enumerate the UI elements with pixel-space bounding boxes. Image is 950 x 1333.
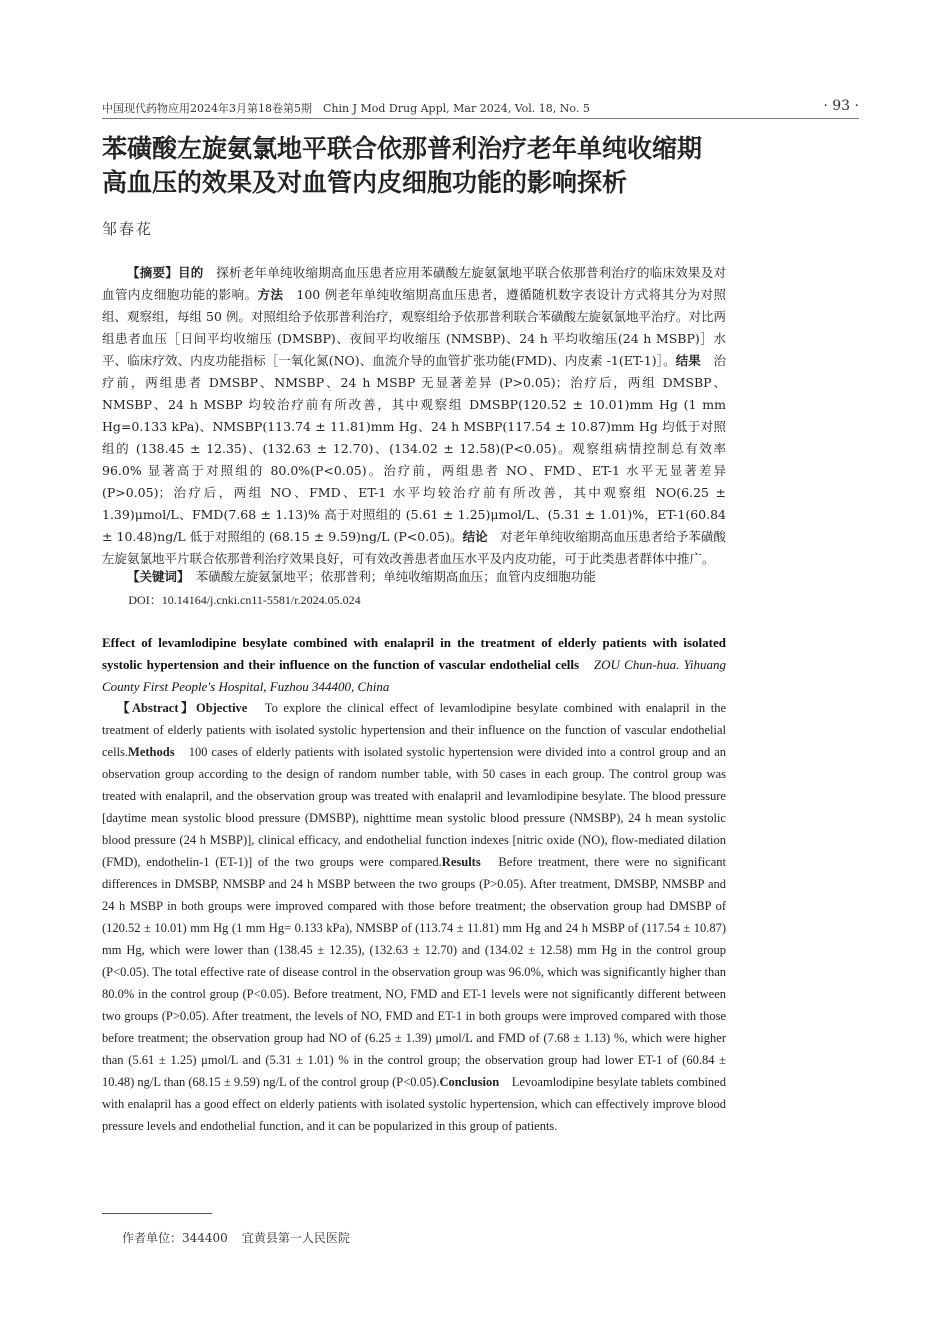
objective-en-label: Objective [195,701,248,715]
objective-label: 目的 [178,265,204,280]
conclusion-text: 对老年单纯收缩期高血压患者给予苯磺酸左旋氨氯地平片联合依那普利治疗效果良好，可有效改善患者血压水平及内皮功能，可于此类患者群体中推广。 [102,529,726,566]
conclusion-en-text: Levoamlodipine besylate tablets combined with enalapril has a good effect on elderly patients with isolated systolic hypertension, which can effectively improve blood pressure levels and endothelial function, and it can be popularized in this group of patients. [102,1075,726,1133]
objective-text: 探析老年单纯收缩期高血压患者应用苯磺酸左旋氨氯地平联合依那普利治疗的临床效果及对血管内皮细胞功能的影响。 [102,265,726,302]
conclusion-en-label: Conclusion [439,1075,500,1089]
abstract-label: 【摘要】 [127,265,178,280]
methods-label: 方法 [257,287,284,302]
abstract-english-paragraph [102,697,726,1137]
english-title-block [102,632,726,698]
keywords-label: 【关键词】 [127,569,184,584]
methods-en-label: Methods [128,745,175,759]
footnote-affiliation: 宜黄县第一人民医院 [241,1231,350,1245]
keywords-chinese [102,566,726,588]
conclusion-label: 结论 [462,529,488,544]
journal-citation: 中国现代药物应用2024年3月第18卷第5期 Chin J Mod Drug Appl, Mar 2024, Vol. 18, No. 5 [102,102,590,115]
methods-text: 100 例老年单纯收缩期高血压患者，遵循随机数字表设计方式将其分为对照组、观察组，每组 50 例。对照组给予依那普利治疗，观察组给予依那普利联合苯磺酸左旋氨氯地平治疗。对比两组患者血压［日间平均收缩压 (DMSBP)、夜间平均收缩压 (NMSBP)、24 h 平均收缩压(24 h MSBP)］水平、临床疗效、内皮功能指标［一氧化氮(NO)、血流介导的血管扩张功能(FMD)、内皮素 -1(ET-1)］。 [102,287,726,368]
author-name: 邹春花 [102,220,154,238]
running-header [102,98,859,118]
english-title: Effect of levamlodipine besylate combined with enalapril in the treatment of elderly patients with isolated systolic hypertension and their influence on the function of vascular endothelial cells [102,635,726,672]
title-line-2: 高血压的效果及对血管内皮细胞功能的影响探析 [102,168,628,197]
footnote-label: 作者单位：344400 [122,1231,228,1245]
results-en-label: Results [441,855,481,869]
english-author-affiliation: ZOU Chun-hua. Yihuang County First People's Hospital, Fuzhou 344400, China [102,657,726,694]
abstract-chinese [102,262,726,570]
methods-en-text: 100 cases of elderly patients with isolated systolic hypertension were divided into a control group and an observation group according to the design of random number table, with 50 cases in each group. The control group was treated with enalapril, and the observation group was treated with enalapril and levamlodipine besylate. The blood pressure [daytime mean systolic blood pressure (DMSBP), nighttime mean systolic blood pressure (NMSBP), 24 h mean systolic blood pressure (24 h MSBP)], clinical efficacy, and endothelial function indexes [nitric oxide (NO), flow-mediated dilation (FMD), endothelin-1 (ET-1)] of the two groups were compared. [102,745,726,869]
abstract-chinese-paragraph [102,262,726,570]
results-label: 结果 [675,353,701,368]
abstract-en-label: 【Abstract】 [117,701,196,715]
header-divider [102,118,859,119]
author-affiliation-footnote [122,1229,350,1246]
page-number: · 93 · [823,98,859,114]
results-en-text: Before treatment, there were no significant differences in DMSBP, NMSBP and 24 h MSBP between the two groups (P>0.05). After treatment, DMSBP, NMSBP and 24 h MSBP in both groups were improved compared with those before treatment; the observation group had DMSBP of (120.52 ± 10.01) mm Hg (1 mm Hg= 0.133 kPa), NMSBP of (113.74 ± 11.81) mm Hg and 24 h MSBP of (117.54 ± 10.87) mm Hg, which were lower than (138.45 ± 12.35), (132.63 ± 12.70) and (134.02 ± 12.58) mm Hg in the control group (P<0.05). The total effective rate of disease control in the observation group was 96.0%, which was significantly higher than 80.0% in the control group (P<0.05). Before treatment, NO, FMD and ET-1 levels were not significantly different between two groups (P>0.05). After treatment, the levels of NO, FMD and ET-1 in both groups were improved compared with those before treatment; the observation group had NO of (6.25 ± 1.39) μmol/L and FMD of (7.68 ± 1.13) %, which were higher than (5.61 ± 1.25) μmol/L and (5.31 ± 1.01) % in the control group; the observation group had lower ET-1 of (60.84 ± 10.48) ng/L than (68.15 ± 9.59) ng/L of the control group (P<0.05). [102,855,726,1089]
keywords-text: 苯磺酸左旋氨氯地平；依那普利；单纯收缩期高血压；血管内皮细胞功能 [183,569,596,584]
objective-en-text: To explore the clinical effect of levamlodipine besylate combined with enalapril in the treatment of elderly patients with isolated systolic hypertension and their influence on the function of vascular endothelial cells. [102,701,726,759]
doi: DOI：10.14164/j.cnki.cn11-5581/r.2024.05.024 [128,593,361,607]
title-line-1: 苯磺酸左旋氨氯地平联合依那普利治疗老年单纯收缩期 [102,134,703,163]
footnote-divider [102,1213,212,1214]
article-title [102,132,822,200]
results-text: 治疗前，两组患者 DMSBP、NMSBP、24 h MSBP 无显著差异 (P>0.05)；治疗后，两组 DMSBP、NMSBP、24 h MSBP 均较治疗前有所改善，其中观察组 DMSBP(120.52 ± 10.01)mm Hg (1 mm Hg=0.133 kPa)、NMSBP(113.74 ± 11.81)mm Hg、24 h MSBP(117.54 ± 10.87)mm Hg 均低于对照组的 (138.45 ± 12.35)、(132.63 ± 12.70)、(134.02 ± 12.58)(P<0.05)。观察组病情控制总有效率 96.0% 显著高于对照组的 80.0%(P<0.05)。治疗前，两组患者 NO、FMD、ET-1 水平无显著差异 (P>0.05)；治疗后，两组 NO、FMD、ET-1 水平均较治疗前有所改善，其中观察组 NO(6.25 ± 1.39)μmol/L、FMD(7.68 ± 1.13)% 高于对照组的 (5.61 ± 1.25)μmol/L、(5.31 ± 1.01)%，ET-1(60.84 ± 10.48)ng/L 低于对照组的 (68.15 ± 9.59)ng/L (P<0.05)。 [102,353,726,544]
abstract-english [102,697,726,1137]
